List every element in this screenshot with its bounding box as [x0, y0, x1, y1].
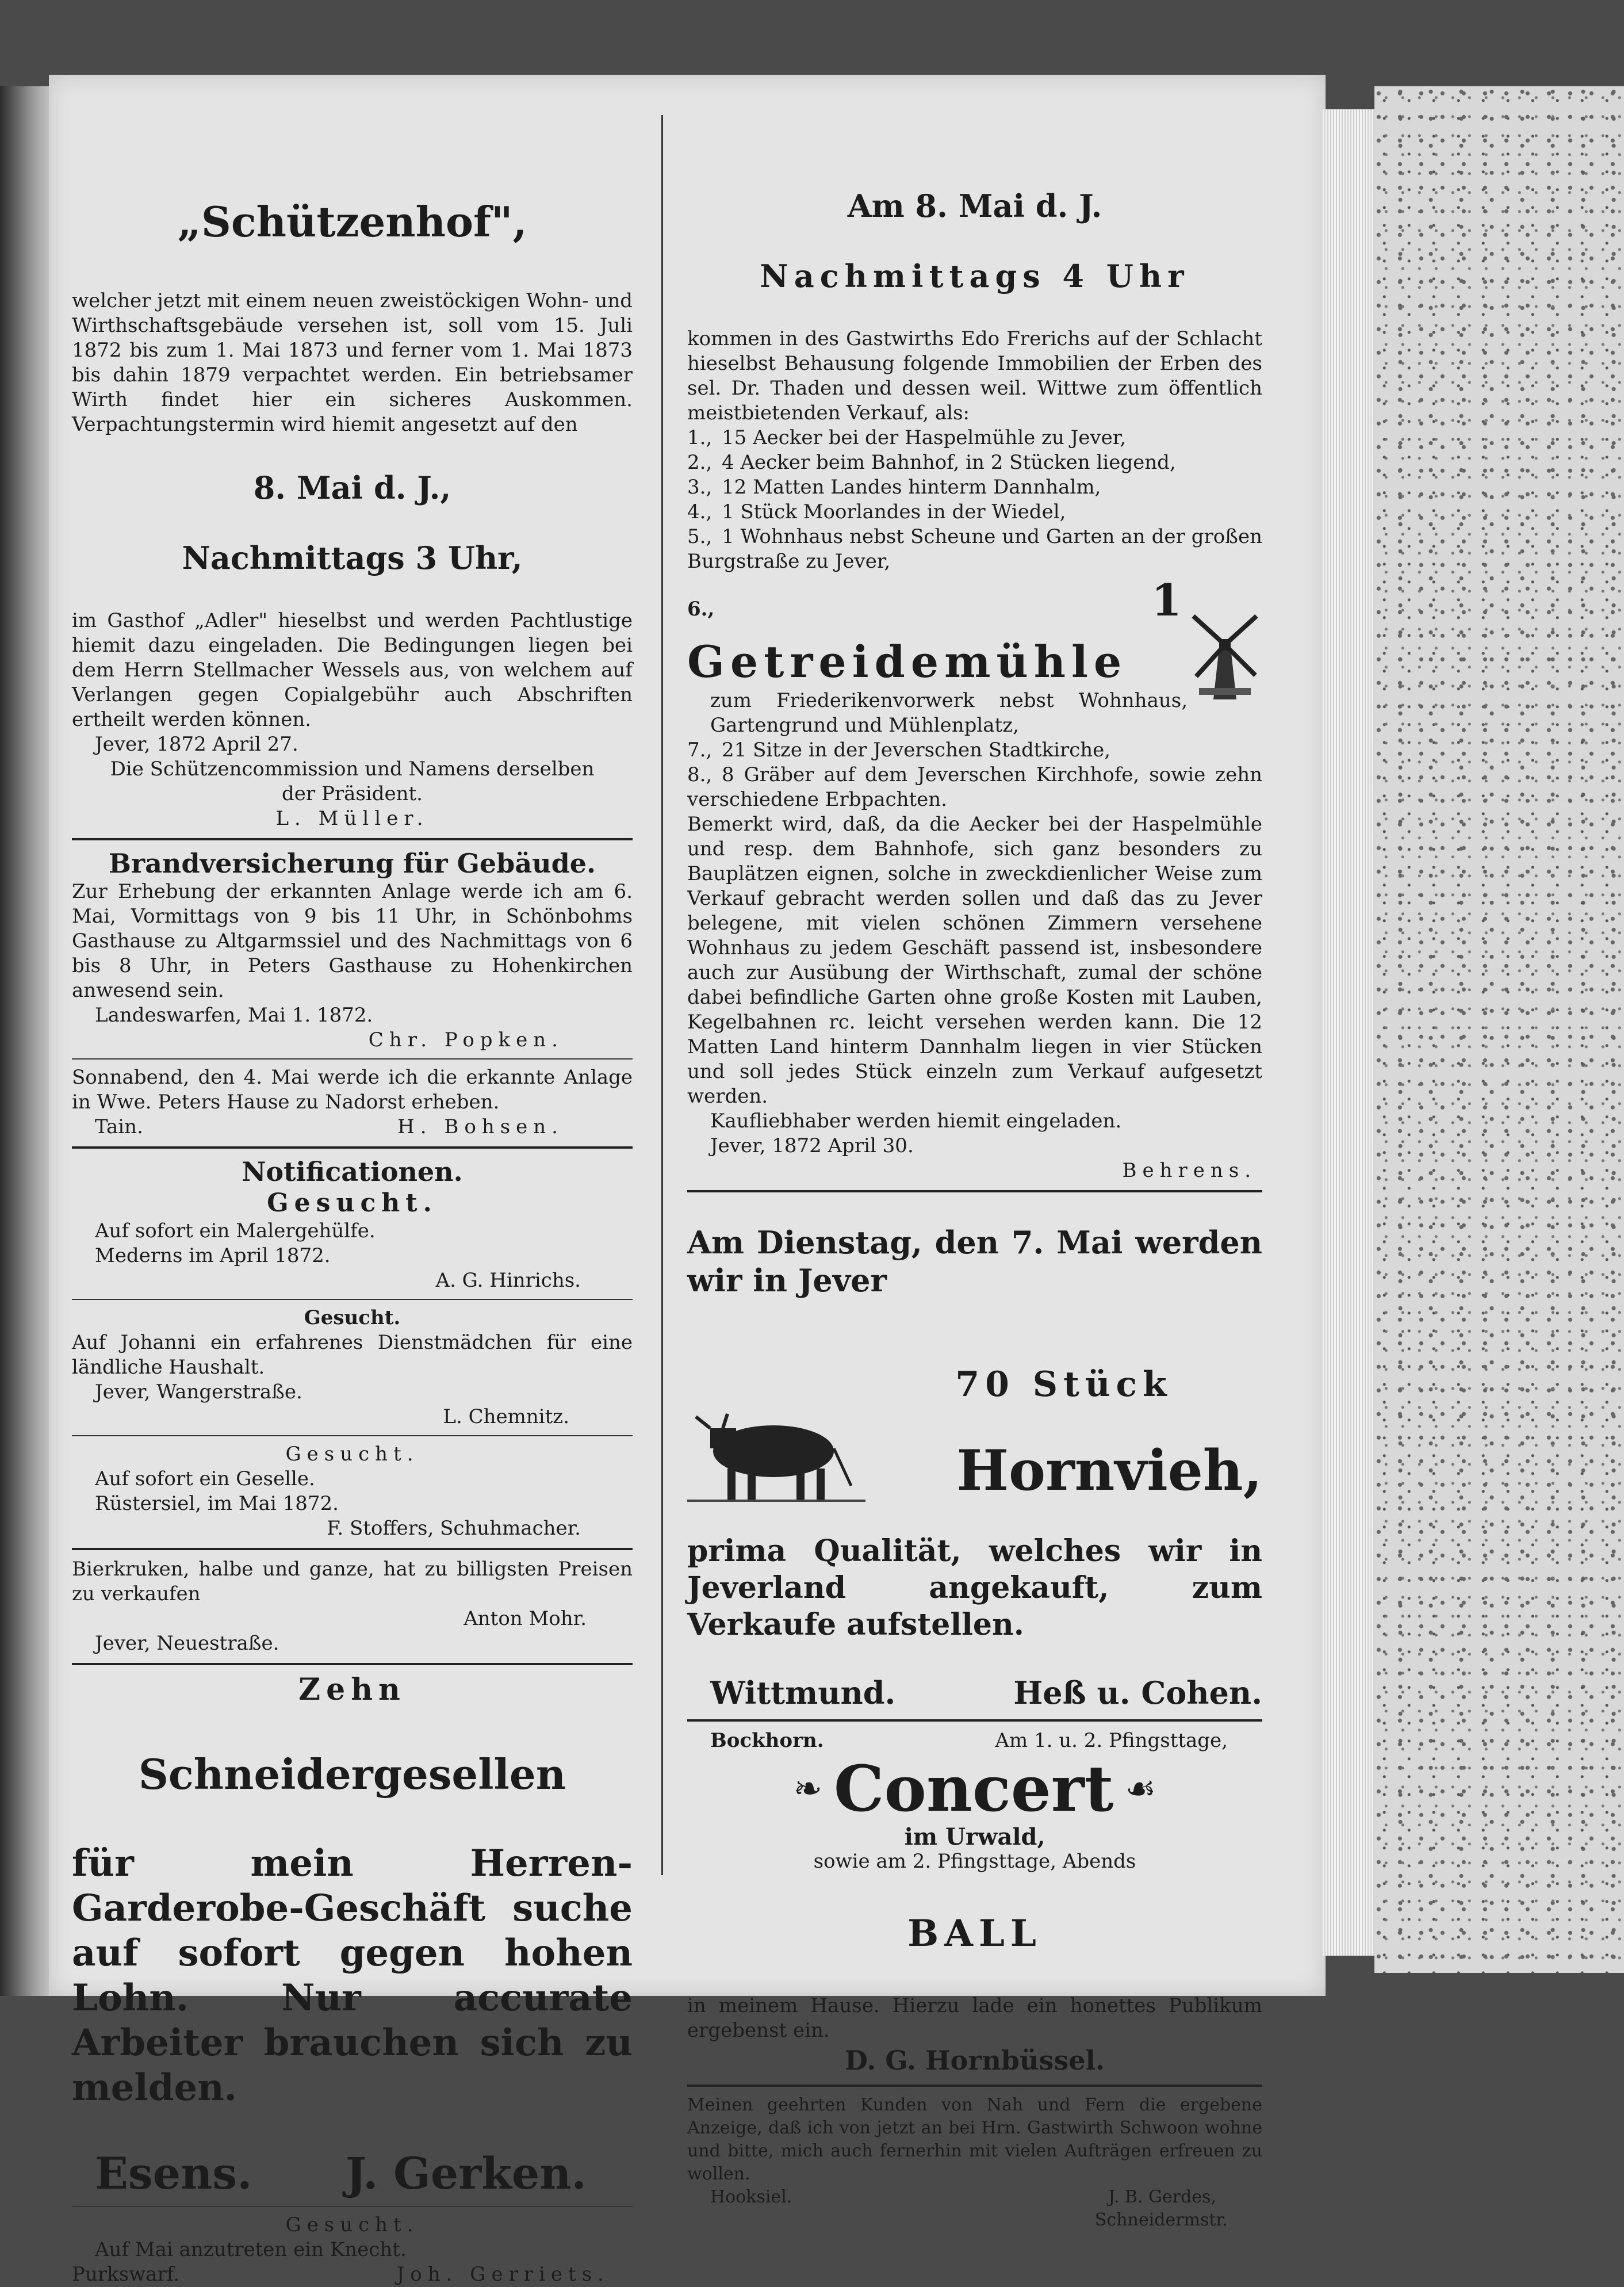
- list-number: 5.,: [687, 525, 713, 548]
- ad-body-2: im Gasthof „Adler" hieselbst und werden Pachtlustige hiemit dazu eingeladen. Die Bedingungen liegen bei dem Herrn Stellmacher Wessels aus, von welchem auf Verlangen gegen Copialgebühr auch Abschriften ertheilt werden können.: [72, 609, 633, 731]
- item-text: 1 Wohnhaus nebst Scheune und Garten an der großen Burgstraße zu Jever,: [687, 525, 1262, 573]
- ad-schuetzenhof: [72, 197, 633, 831]
- signoff-role: der Präsident.: [282, 782, 423, 805]
- signer: Heß u. Cohen.: [1013, 1674, 1262, 1711]
- signer: F. Stoffers, Schuhmacher.: [327, 1517, 581, 1540]
- signer: Anton Mohr.: [464, 1607, 587, 1630]
- when: Am 1. u. 2. Pfingsttage,: [995, 1729, 1228, 1752]
- ad-note: Bemerkt wird, daß, da die Aecker bei der Haspelmühle und resp. dem Bahnhofe, sich ganz besonders zu Bauplätzen eignen, solche in zweckdienlicher Weise zum Verkauf gebracht werden sollen und daß das zu Jever belegene, mit vielen schönen Zimmern versehene Wohnhaus zu jedem Geschäft passend ist, insbesondere auch zur Ausübung der Wirthschaft, zumal der schöne dabei befindliche Garten ohne große Kosten mit Lauben, Kegelbahnen rc. leicht versehen werden kann. Die 12 Matten Land hinterm Dannhalm liegen in vier Stücken und soll jedes Stück einzeln zum Verkauf aufgesetzt werden.: [687, 813, 1262, 1108]
- list-number: 4.,: [687, 500, 713, 523]
- book-spine-edge: [0, 86, 55, 1996]
- item-text: 1 Stück Moorlandes in der Wiedel,: [722, 500, 1066, 523]
- ad-time: Nachmittags 3 Uhr,: [182, 540, 523, 576]
- ad-intro: kommen in des Gastwirths Edo Frerichs auf der Schlacht hieselbst Behausung folgende Immobilien der Erben des sel. Dr. Thaden und dessen weil. Wittwe zum öffentlich meistbietenden Verkauf, als:: [687, 327, 1262, 424]
- place: Wittmund.: [710, 1674, 896, 1711]
- ad-time: Nachmittags 4 Uhr: [760, 258, 1190, 295]
- ad-hornvieh: [687, 1223, 1262, 1712]
- divider: [72, 1435, 633, 1436]
- signer-role: Schneidermstr.: [1094, 2210, 1228, 2230]
- signer: L. Chemnitz.: [443, 1405, 569, 1428]
- signer: J. B. Gerdes,: [1108, 2187, 1216, 2207]
- signoff: Die Schützencommission und Namens derselben: [110, 758, 595, 781]
- property-list-cont: [687, 738, 1262, 812]
- item-text: 4 Aecker beim Bahnhof, in 2 Stücken liegend,: [722, 451, 1176, 474]
- item-title: 1 Getreidemühle: [687, 575, 1188, 687]
- divider: [687, 1719, 1262, 1722]
- ad-ball: BALL: [907, 1912, 1042, 1955]
- notificationen: [72, 1156, 633, 1541]
- invite: Kaufliebhaber werden hiemit eingeladen.: [710, 1110, 1122, 1133]
- place-date: Mederns im April 1872.: [95, 1244, 331, 1267]
- place: Esens.: [95, 2148, 252, 2199]
- item-text: 15 Aecker bei der Haspelmühle zu Jever,: [722, 426, 1127, 449]
- item-text: 21 Sitze in der Jeverschen Stadtkirche,: [722, 739, 1111, 762]
- list-number: 2.,: [687, 451, 713, 474]
- list-number: 3.,: [687, 476, 713, 499]
- place: Hooksiel.: [710, 2187, 792, 2207]
- signer: A. G. Hinrichs.: [435, 1269, 581, 1292]
- place: Purkswarf.: [72, 2263, 179, 2286]
- divider: [687, 1190, 1262, 1192]
- ad-bierkruken: [72, 1557, 633, 1656]
- ad-schneidergesellen: [72, 1672, 633, 2200]
- ad-title: Schneidergesellen: [138, 1750, 566, 1799]
- list-number: 8.,: [687, 763, 713, 786]
- signer: Joh. Gerriets.: [396, 2263, 610, 2286]
- ad-title: „Schützenhof",: [177, 197, 527, 246]
- signer: Chr. Popken.: [368, 1028, 564, 1051]
- ad-body: für mein Herren-Garderobe-Geschäft suche auf sofort gegen hohen Lohn. Nur accurate Arbeiter brauchen sich zu melden.: [72, 1842, 633, 2109]
- signer: D. G. Hornbüssel.: [845, 2045, 1105, 2076]
- ad-gerdes: [687, 2094, 1262, 2232]
- list-item: [687, 525, 1262, 574]
- ad-sub2: sowie am 2. Pfingsttage, Abends: [813, 1850, 1136, 1873]
- ad-body: Auf Mai anzutreten ein Knecht.: [95, 2238, 407, 2261]
- ad-knecht: [72, 2213, 633, 2287]
- flourish-left-icon: ❧: [793, 1769, 822, 1809]
- divider: [72, 2206, 633, 2207]
- ad-title: Concert: [833, 1751, 1114, 1826]
- ad-head: Zehn: [298, 1672, 406, 1707]
- signer: Behrens.: [1122, 1159, 1257, 1182]
- place-date: Landeswarfen, Mai 1. 1872.: [95, 1004, 373, 1027]
- ad-body: Zur Erhebung der erkannten Anlage werde ich am 6. Mai, Vormittags von 9 bis 11 Uhr, in Schönbohms Gasthause zu Altgarmssiel und des Nachmittags von 6 bis 8 Uhr, in Peters Gasthause zu Hohenkirchen anwesend sein.: [72, 880, 633, 1002]
- ad-body: Auf sofort ein Geselle.: [95, 1467, 315, 1490]
- divider: [72, 1548, 633, 1550]
- ad-head: Gesucht.: [267, 1188, 438, 1218]
- ad-date: 8. Mai d. J.,: [253, 469, 451, 506]
- signer: L. Müller.: [275, 807, 429, 830]
- ad-brandversicherung: [72, 847, 633, 1053]
- flourish-right-icon: ☙: [1125, 1769, 1156, 1809]
- ad-sonnabend: [72, 1065, 633, 1139]
- ad-concert: [687, 1728, 1262, 2078]
- left-column: [72, 155, 633, 2287]
- divider: [687, 2085, 1262, 2087]
- column-divider: [661, 115, 663, 1875]
- list-item: [687, 450, 1262, 475]
- ad-body: prima Qualität, welches wir in Jeverland angekauft, zum Verkaufe aufstellen.: [687, 1533, 1262, 1642]
- list-number: 7.,: [687, 739, 713, 762]
- place-date: Jever, Wangerstraße.: [95, 1380, 302, 1403]
- property-list: [687, 426, 1262, 574]
- list-item: [687, 475, 1262, 500]
- place-date: Rüstersiel, im Mai 1872.: [95, 1492, 339, 1515]
- signer: J. Gerken.: [345, 2148, 587, 2199]
- ad-body: Auf sofort ein Malergehülfe.: [95, 1219, 376, 1242]
- item-text: 12 Matten Landes hinterm Dannhalm,: [722, 476, 1101, 499]
- ad-title: Hornvieh,: [956, 1438, 1262, 1503]
- windmill-icon: [1188, 613, 1262, 699]
- list-number: 6.,: [687, 598, 715, 621]
- ad-body: in meinem Hause. Hierzu lade ein honettes Publikum ergebenst ein.: [687, 1994, 1262, 2042]
- list-item: [687, 426, 1262, 450]
- ad-body: Meinen geehrten Kunden von Nah und Fern die ergebene Anzeige, daß ich von jetzt an bei Hrn. Gastwirth Schwoon wohne und bitte, mich auch fernerhin mit vielen Aufträgen erfreuen zu wollen.: [687, 2095, 1262, 2184]
- divider: [72, 1663, 633, 1665]
- place-date: Jever, 1872 April 30.: [710, 1134, 914, 1157]
- book-cover-board: [1374, 86, 1624, 1973]
- ad-count: 70 Stück: [955, 1364, 1173, 1405]
- section-title: Notificationen.: [242, 1156, 463, 1187]
- page-stack-edge: [1323, 109, 1374, 1956]
- ad-head: Gesucht.: [285, 2213, 419, 2236]
- list-item: [687, 738, 1262, 763]
- ad-head: Gesucht.: [304, 1306, 401, 1329]
- place: Tain.: [95, 1115, 143, 1138]
- divider: [72, 1146, 633, 1149]
- item-text: zum Friederikenvorwerk nebst Wohnhaus, Gartengrund und Mühlenplatz,: [710, 689, 1188, 737]
- list-item: [687, 763, 1262, 812]
- ad-body: welcher jetzt mit einem neuen zweistöckigen Wohn- und Wirthschaftsgebäude versehen ist, soll vom 15. Juli 1872 bis zum 1. Mai 1873 und ferner vom 1. Mai 1873 bis dahin 1879 verpachtet werden. Ein betriebsamer Wirth findet hier ein sicheres Auskommen. Verpachtungstermin wird hiemit angesetzt auf den: [72, 289, 633, 436]
- ad-sub: im Urwald,: [904, 1823, 1045, 1850]
- ad-line: Am Dienstag, den 7. Mai werden wir in Jever: [687, 1224, 1262, 1299]
- list-item: [687, 500, 1262, 525]
- ad-body: Sonnabend, den 4. Mai werde ich die erkannte Anlage in Wwe. Peters Hause zu Nadorst erheben.: [72, 1066, 633, 1114]
- right-column: [687, 155, 1262, 2232]
- list-number: 1.,: [687, 426, 713, 449]
- divider: [72, 1058, 633, 1060]
- signer: H. Bohsen.: [397, 1115, 564, 1138]
- ad-body: Auf Johanni ein erfahrenes Dienstmädchen für eine ländliche Haushalt.: [72, 1331, 633, 1379]
- divider: [72, 1299, 633, 1300]
- cattle-icon: [687, 1405, 865, 1503]
- ad-head: Gesucht.: [285, 1443, 419, 1466]
- ad-date: Am 8. Mai d. J.: [847, 188, 1102, 224]
- ad-immobilien-auction: [687, 186, 1262, 1183]
- place-date: Jever, 1872 April 27.: [95, 733, 298, 756]
- place: Jever, Neuestraße.: [95, 1632, 279, 1655]
- divider: [72, 838, 633, 840]
- ad-body: Bierkruken, halbe und ganze, hat zu billigsten Preisen zu verkaufen: [72, 1558, 633, 1605]
- item-text: 8 Gräber auf dem Jeverschen Kirchhofe, sowie zehn verschiedene Erbpachten.: [687, 763, 1262, 811]
- ad-title: Brandversicherung für Gebäude.: [108, 848, 596, 879]
- place: Bockhorn.: [710, 1729, 824, 1752]
